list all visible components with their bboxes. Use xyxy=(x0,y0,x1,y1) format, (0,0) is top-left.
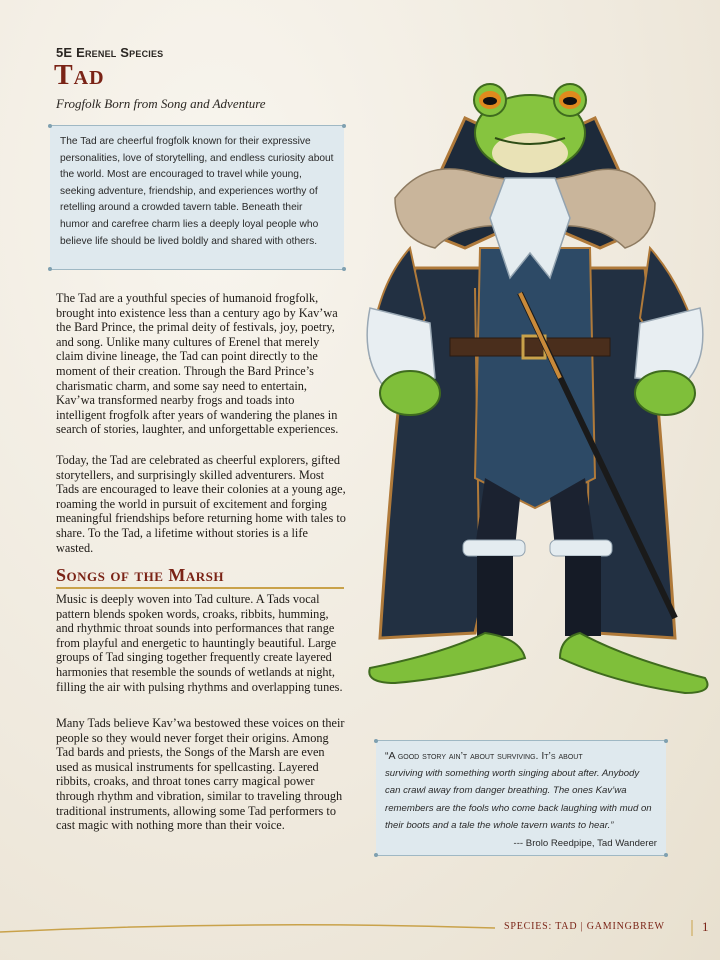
quote-text: surviving with something worth singing about after. Anybody can crawl away from danger breathing. The ones Kav’wa remembers are the fools who come back laughing with mud on their boots and a tale the whole tavern wants to hear.” xyxy=(385,768,652,831)
corner-dot xyxy=(342,124,346,128)
corner-dot xyxy=(664,853,668,857)
quote-callout-box xyxy=(376,740,666,856)
page-title: Tad xyxy=(54,60,105,91)
section-paragraph: Music is deeply woven into Tad culture. A Tads vocal pattern blends spoken words, croaks, ribbits, humming, and rhythmic throat sounds into performances that range from playful and energetic to hauntingly beautiful. Large groups of Tad singing together frequently create layered harmonies that resemble the sounds of wetlands at night, filling the air with pulsing rhythms and overlapping tunes. xyxy=(56,592,343,694)
section-paragraph: Many Tads believe Kav’wa bestowed these voices on their people so they would never forget their origins. Among Tad bards and priests, the Songs of the Marsh are even used as musical instruments for spellcasting. Layered ribbits, croaks, and throat tones carry magical power through rhythm and vibration, similar to traveling through traditional instruments, allowing some Tad performers to cast magic with nothing more than their voice. xyxy=(56,716,345,833)
corner-dot xyxy=(374,739,378,743)
corner-dot xyxy=(374,853,378,857)
corner-dot xyxy=(342,267,346,271)
body-paragraph: Today, the Tad are celebrated as cheerful explorers, gifted storytellers, and surprisingly skilled adventurers. Most Tads are encouraged to leave their colonies at a young age, roaming the world in pursuit of excitement and forging meaningful friendships before returning home with tales to share. To the Tad, a lifetime without stories is a life wasted. xyxy=(56,453,346,555)
corner-dot xyxy=(48,267,52,271)
page-number: 1 xyxy=(702,919,709,934)
intro-callout-text: The Tad are cheerful frogfolk known for their expressive personalities, love of storytelling, and endless curiosity about the world. Most are encouraged to travel while young, seeking adventure, friendship, and experiences worthy of retelling around a crowded tavern table. Beneath their humor and carefree charm lies a deeply loyal people who believe life should be lived boldly and shared with others. xyxy=(60,136,334,247)
corner-dot xyxy=(664,739,668,743)
corner-dot xyxy=(48,124,52,128)
page-subtitle: Frogfolk Born from Song and Adventure xyxy=(56,96,266,111)
chapter-kicker: 5E Erenel Species xyxy=(56,45,164,60)
section-heading: Songs of the Marsh xyxy=(56,565,344,589)
intro-callout-box xyxy=(50,125,344,270)
frogfolk-illustration xyxy=(355,78,717,708)
quote-lead: “A good story ain’t about surviving. It’s about xyxy=(385,750,583,762)
footer-label: SPECIES: TAD | GAMINGBREW xyxy=(504,921,665,932)
quote-attribution: --- Brolo Reedpipe, Tad Wanderer xyxy=(513,838,657,850)
body-paragraph: The Tad are a youthful species of humanoid frogfolk, brought into existence less than a century ago by Kav’wa the Bard Prince, the primal deity of festivals, joy, poetry, and song. Unlike many cultures of Erenel that merely claim divine lineage, the Tad can point directly to the moment of their creation. Through the Bard Prince’s charismatic charm, and some say need to entertain, Kav’wa transformed nearby frogs and toads into intelligent frogfolk after years of wandering the planes in search of stories, laughter, and unforgettable experiences. xyxy=(56,291,339,437)
